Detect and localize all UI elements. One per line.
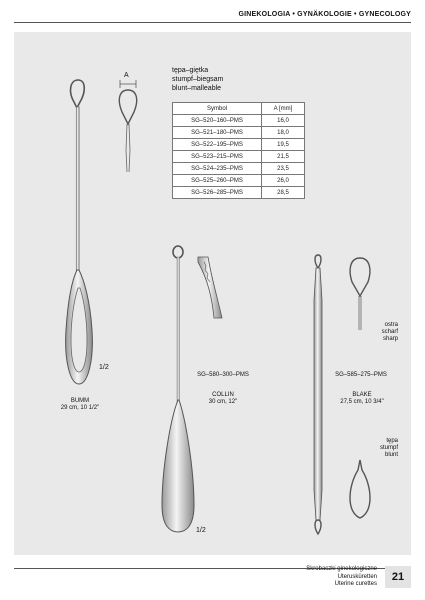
bumm-size: 29 cm, 10 1/2" <box>60 405 100 411</box>
footer-en: Uterine curettes <box>334 581 377 587</box>
table-row <box>173 163 305 175</box>
sharp-note <box>368 322 398 343</box>
sharp-en: sharp <box>382 336 398 342</box>
table-row <box>173 187 305 199</box>
blake-name: BLAKE <box>352 392 372 398</box>
table-row <box>173 151 305 163</box>
column-header-symbol: Symbol <box>173 103 262 115</box>
collin-size: 30 cm, 12" <box>208 399 238 405</box>
blunt-note <box>368 438 398 459</box>
bumm-name: BUMM <box>70 398 90 404</box>
table-row <box>173 139 305 151</box>
spec-block <box>172 66 223 93</box>
blunt-de: stumpf <box>379 445 398 451</box>
symbol-cell: SG–520–160–PMS <box>173 115 262 127</box>
sharp-de: scharf <box>381 329 398 335</box>
spec-en: blunt–malleable <box>172 85 222 92</box>
table-header-row <box>173 103 305 115</box>
collin-code: SG–580–300–PMS <box>197 372 249 378</box>
value-cell: 28,5 <box>262 187 305 199</box>
sharp-pl: ostra <box>384 322 398 328</box>
bumm-tip-detail <box>119 80 136 172</box>
blunt-en: blunt <box>384 452 398 458</box>
footer-caption <box>306 566 377 589</box>
collin-name: COLLIN <box>212 392 234 398</box>
collin-scale: 1/2 <box>196 527 206 534</box>
dimension-a-label: A <box>124 72 129 79</box>
blunt-pl: tępa <box>386 438 398 444</box>
bumm-caption <box>52 398 108 412</box>
symbol-cell: SG–526–285–PMS <box>173 187 262 199</box>
blake-caption <box>330 392 394 406</box>
value-cell: 21,5 <box>262 151 305 163</box>
blake-code: SG–585–275–PMS <box>335 372 387 378</box>
footer-pl: Skrobaczki ginekologiczne <box>306 566 377 572</box>
symbol-cell: SG–521–180–PMS <box>173 127 262 139</box>
collin-caption <box>195 392 251 406</box>
symbol-cell: SG–524–235–PMS <box>173 163 262 175</box>
symbol-cell: SG–522–195–PMS <box>173 139 262 151</box>
table-row <box>173 115 305 127</box>
value-cell: 18,0 <box>262 127 305 139</box>
table-row <box>173 127 305 139</box>
page-number: 21 <box>385 566 411 588</box>
section-title: GINEKOLOGIA • GYNÄKOLOGIE • GYNECOLOGY <box>238 11 411 18</box>
value-cell: 19,5 <box>262 139 305 151</box>
symbol-cell: SG–523–215–PMS <box>173 151 262 163</box>
bumm-scale: 1/2 <box>99 364 109 371</box>
size-table <box>172 102 305 199</box>
blake-size: 27,5 cm, 10 3/4" <box>340 399 384 405</box>
symbol-cell: SG–525–260–PMS <box>173 175 262 187</box>
spec-pl: tępa–giętka <box>172 67 209 74</box>
value-cell: 23,5 <box>262 163 305 175</box>
column-header-a: A [mm] <box>262 103 305 115</box>
footer-de: Uterusküretten <box>337 573 377 580</box>
table-row <box>173 175 305 187</box>
collin-curette-illustration <box>162 246 222 532</box>
spec-de: stumpf–biegsam <box>172 76 224 83</box>
value-cell: 16,0 <box>262 115 305 127</box>
bumm-curette-illustration <box>66 80 93 384</box>
value-cell: 26,0 <box>262 175 305 187</box>
